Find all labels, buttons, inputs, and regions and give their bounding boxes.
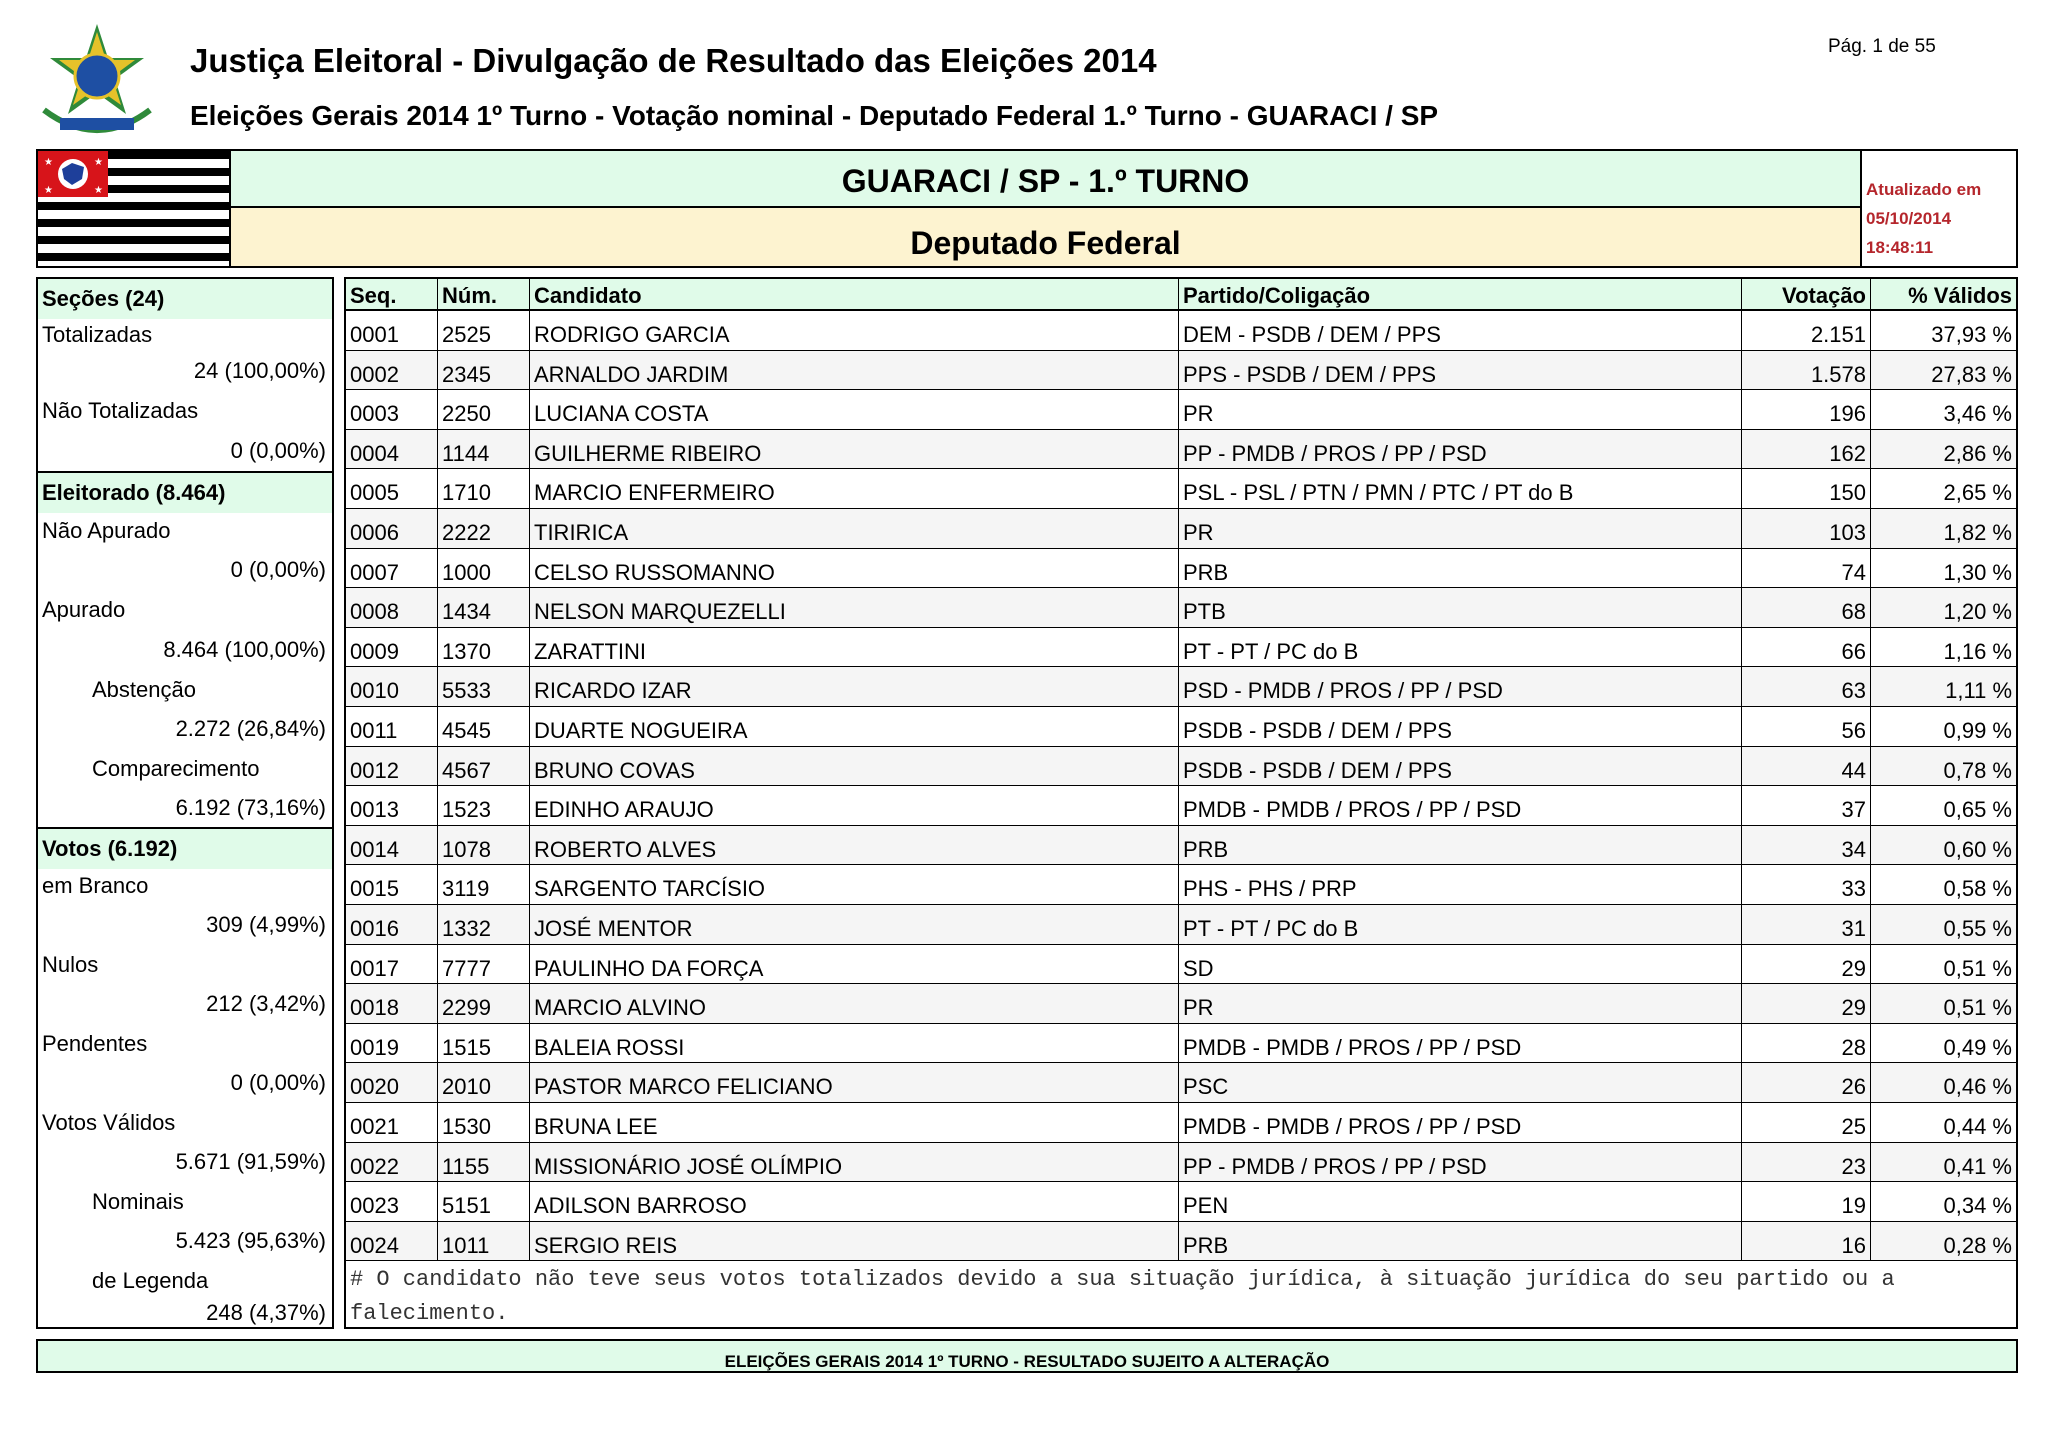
cell-number: 7777 — [437, 945, 529, 984]
cell-party: PSC — [1178, 1063, 1741, 1102]
cell-valid-pct: 0,58 % — [1870, 865, 2016, 904]
cell-valid-pct: 0,51 % — [1870, 945, 2016, 984]
cell-valid-pct: 1,20 % — [1870, 588, 2016, 627]
cell-seq: 0014 — [350, 836, 399, 862]
cell-votes: 150 — [1741, 469, 1870, 508]
cell-valid-pct: 1,82 % — [1870, 509, 2016, 548]
svg-text:★: ★ — [94, 157, 103, 168]
table-row — [346, 984, 2016, 1024]
cell-votes: 29 — [1741, 984, 1870, 1023]
cell-seq: 0017 — [350, 955, 399, 981]
table-row — [346, 1222, 2016, 1262]
cell-party: PRB — [1178, 549, 1741, 588]
branco-label: em Branco — [42, 873, 149, 898]
cell-candidate: LUCIANA COSTA — [529, 390, 1178, 429]
votos-header: Votos (6.192) — [38, 829, 332, 869]
cell-seq: 0020 — [350, 1074, 399, 1100]
cell-number: 5151 — [437, 1182, 529, 1221]
cell-candidate: BRUNO COVAS — [529, 747, 1178, 786]
cell-votes: 56 — [1741, 707, 1870, 746]
cell-seq: 0008 — [350, 599, 399, 625]
cell-seq: 0012 — [350, 757, 399, 783]
cell-candidate: PASTOR MARCO FELICIANO — [529, 1063, 1178, 1102]
table-row — [346, 430, 2016, 470]
cell-votes: 162 — [1741, 430, 1870, 469]
cell-party: PT - PT / PC do B — [1178, 628, 1741, 667]
cell-seq: 0009 — [350, 638, 399, 664]
column-header-party: Partido/Coligação — [1178, 279, 1741, 309]
cell-number: 1523 — [437, 786, 529, 825]
cell-votes: 103 — [1741, 509, 1870, 548]
cell-party: DEM - PSDB / DEM / PPS — [1178, 311, 1741, 350]
cell-candidate: ADILSON BARROSO — [529, 1182, 1178, 1221]
secoes-header: Seções (24) — [38, 279, 332, 319]
table-row — [346, 707, 2016, 747]
cell-candidate: JOSÉ MENTOR — [529, 905, 1178, 944]
cell-valid-pct: 0,28 % — [1870, 1222, 2016, 1261]
validos-label: Votos Válidos — [42, 1110, 176, 1135]
branco-value: 309 (4,99%) — [206, 912, 326, 937]
cell-votes: 68 — [1741, 588, 1870, 627]
cell-candidate: MARCIO ALVINO — [529, 984, 1178, 1023]
cell-seq: 0005 — [350, 480, 399, 506]
table-row — [346, 588, 2016, 628]
cell-valid-pct: 0,44 % — [1870, 1103, 2016, 1142]
eleitorado-header: Eleitorado (8.464) — [38, 473, 332, 513]
cell-candidate: BALEIA ROSSI — [529, 1024, 1178, 1063]
page-title: Justiça Eleitoral - Divulgação de Resultado das Eleições 2014 — [190, 42, 1157, 79]
page-subtitle: Eleições Gerais 2014 1º Turno - Votação nominal - Deputado Federal 1.º Turno - GUARACI / SP — [190, 100, 1439, 131]
cell-seq: 0003 — [350, 401, 399, 427]
cell-valid-pct: 0,49 % — [1870, 1024, 2016, 1063]
cell-seq: 0021 — [350, 1114, 399, 1139]
cell-seq: 0011 — [350, 718, 398, 743]
cell-number: 1515 — [437, 1024, 529, 1063]
svg-text:★: ★ — [44, 157, 53, 168]
cell-number: 1710 — [437, 469, 529, 508]
results-table — [344, 277, 2018, 1329]
footer-disclaimer: ELEIÇÕES GERAIS 2014 1º TURNO - RESULTADO SUJEITO A ALTERAÇÃO — [36, 1339, 2018, 1373]
cell-candidate: MARCIO ENFERMEIRO — [529, 469, 1178, 508]
cell-valid-pct: 0,99 % — [1870, 707, 2016, 746]
cell-number: 1332 — [437, 905, 529, 944]
svg-text:★: ★ — [94, 185, 103, 196]
cell-seq: 0015 — [350, 876, 399, 902]
cell-number: 4567 — [437, 747, 529, 786]
cell-candidate: DUARTE NOGUEIRA — [529, 707, 1178, 746]
cell-valid-pct: 0,65 % — [1870, 786, 2016, 825]
cell-valid-pct: 1,11 % — [1870, 667, 2016, 706]
cell-party: PR — [1178, 390, 1741, 429]
cell-valid-pct: 27,83 % — [1870, 351, 2016, 390]
column-header-seq: Seq. — [350, 283, 397, 308]
cell-valid-pct: 0,34 % — [1870, 1182, 2016, 1221]
comparecimento-value: 6.192 (73,16%) — [175, 795, 326, 820]
cell-candidate: ZARATTINI — [529, 628, 1178, 667]
cell-party: PSDB - PSDB / DEM / PPS — [1178, 707, 1741, 746]
comparecimento-label: Comparecimento — [92, 756, 260, 781]
cell-seq: 0022 — [350, 1153, 399, 1179]
cell-seq: 0013 — [350, 797, 399, 823]
banner-location: GUARACI / SP - 1.º TURNO — [229, 151, 1860, 208]
table-row — [346, 469, 2016, 509]
cell-seq: 0023 — [350, 1193, 399, 1219]
cell-party: SD — [1178, 945, 1741, 984]
nominais-value: 5.423 (95,63%) — [175, 1228, 326, 1253]
cell-valid-pct: 0,41 % — [1870, 1143, 2016, 1182]
cell-votes: 2.151 — [1741, 311, 1870, 350]
table-row — [346, 351, 2016, 391]
cell-candidate: GUILHERME RIBEIRO — [529, 430, 1178, 469]
cell-valid-pct: 0,60 % — [1870, 826, 2016, 865]
cell-votes: 19 — [1741, 1182, 1870, 1221]
totalizadas-label: Totalizadas — [42, 322, 153, 347]
cell-candidate: NELSON MARQUEZELLI — [529, 588, 1178, 627]
cell-votes: 25 — [1741, 1103, 1870, 1142]
updated-info — [1860, 151, 2016, 266]
cell-number: 1078 — [437, 826, 529, 865]
validos-value: 5.671 (91,59%) — [175, 1149, 326, 1174]
table-row — [346, 1063, 2016, 1103]
updated-date: 05/10/2014 — [1866, 209, 1952, 228]
cell-number: 2222 — [437, 509, 529, 548]
column-header-votes: Votação — [1741, 279, 1870, 309]
cell-votes: 16 — [1741, 1222, 1870, 1261]
table-row — [346, 786, 2016, 826]
cell-seq: 0019 — [350, 1034, 399, 1060]
table-row — [346, 549, 2016, 589]
table-row — [346, 1103, 2016, 1143]
cell-number: 2299 — [437, 984, 529, 1023]
pendentes-value: 0 (0,00%) — [230, 1070, 326, 1095]
cell-party: PMDB - PMDB / PROS / PP / PSD — [1178, 1024, 1741, 1063]
table-row — [346, 390, 2016, 430]
table-row — [346, 1024, 2016, 1064]
cell-votes: 196 — [1741, 390, 1870, 429]
cell-party: PTB — [1178, 588, 1741, 627]
cell-votes: 66 — [1741, 628, 1870, 667]
summary-panel — [36, 277, 334, 1329]
cell-votes: 29 — [1741, 945, 1870, 984]
cell-party: PSDB - PSDB / DEM / PPS — [1178, 747, 1741, 786]
cell-number: 1011 — [437, 1222, 529, 1261]
apurado-label: Apurado — [42, 597, 126, 622]
cell-seq: 0006 — [350, 520, 399, 545]
cell-valid-pct: 0,78 % — [1870, 747, 2016, 786]
cell-party: PSD - PMDB / PROS / PP / PSD — [1178, 667, 1741, 706]
nao-apurado-value: 0 (0,00%) — [230, 557, 326, 582]
cell-candidate: PAULINHO DA FORÇA — [529, 945, 1178, 984]
updated-time: 18:48:11 — [1866, 238, 1934, 257]
cell-number: 1370 — [437, 628, 529, 667]
cell-candidate: EDINHO ARAUJO — [529, 786, 1178, 825]
cell-party: PRB — [1178, 826, 1741, 865]
cell-votes: 23 — [1741, 1143, 1870, 1182]
cell-votes: 44 — [1741, 747, 1870, 786]
cell-seq: 0024 — [350, 1232, 399, 1258]
cell-party: PT - PT / PC do B — [1178, 905, 1741, 944]
legenda-label: de Legenda — [92, 1268, 209, 1293]
table-row — [346, 945, 2016, 985]
cell-votes: 28 — [1741, 1024, 1870, 1063]
abstencao-label: Abstenção — [92, 677, 196, 702]
cell-party: PMDB - PMDB / PROS / PP / PSD — [1178, 1103, 1741, 1142]
cell-number: 4545 — [437, 707, 529, 746]
legenda-value: 248 (4,37%) — [206, 1300, 326, 1325]
cell-candidate: CELSO RUSSOMANNO — [529, 549, 1178, 588]
cell-party: PP - PMDB / PROS / PP / PSD — [1178, 430, 1741, 469]
nao-totalizadas-value: 0 (0,00%) — [230, 438, 326, 463]
cell-candidate: RICARDO IZAR — [529, 667, 1178, 706]
cell-candidate: TIRIRICA — [529, 509, 1178, 548]
table-row — [346, 747, 2016, 787]
nao-apurado-label: Não Apurado — [42, 518, 171, 543]
cell-number: 5533 — [437, 667, 529, 706]
table-row — [346, 826, 2016, 866]
cell-votes: 1.578 — [1741, 351, 1870, 390]
cell-votes: 33 — [1741, 865, 1870, 904]
table-row — [346, 509, 2016, 549]
cell-candidate: SARGENTO TARCÍSIO — [529, 865, 1178, 904]
cell-party: PPS - PSDB / DEM / PPS — [1178, 351, 1741, 390]
sao-paulo-flag-icon — [38, 151, 229, 266]
updated-label: Atualizado em — [1866, 180, 1982, 199]
cell-number: 3119 — [437, 865, 529, 904]
cell-party: PR — [1178, 984, 1741, 1023]
cell-votes: 37 — [1741, 786, 1870, 825]
cell-seq: 0010 — [350, 678, 399, 704]
cell-valid-pct: 0,55 % — [1870, 905, 2016, 944]
cell-votes: 26 — [1741, 1063, 1870, 1102]
table-row — [346, 667, 2016, 707]
coat-of-arms-icon — [34, 20, 160, 142]
cell-seq: 0001 — [350, 322, 399, 347]
cell-number: 1000 — [437, 549, 529, 588]
cell-candidate: ARNALDO JARDIM — [529, 351, 1178, 390]
cell-candidate: MISSIONÁRIO JOSÉ OLÍMPIO — [529, 1143, 1178, 1182]
cell-number: 2525 — [437, 311, 529, 350]
cell-candidate: BRUNA LEE — [529, 1103, 1178, 1142]
nulos-value: 212 (3,42%) — [206, 991, 326, 1016]
cell-seq: 0018 — [350, 995, 399, 1021]
banner-office: Deputado Federal — [229, 208, 1860, 266]
cell-number: 1530 — [437, 1103, 529, 1142]
cell-seq: 0004 — [350, 440, 399, 466]
cell-party: PR — [1178, 509, 1741, 548]
pendentes-label: Pendentes — [42, 1031, 148, 1056]
page-number: Pág. 1 de 55 — [1828, 36, 1936, 57]
cell-candidate: SERGIO REIS — [529, 1222, 1178, 1261]
table-row — [346, 865, 2016, 905]
nao-totalizadas-label: Não Totalizadas — [42, 398, 199, 423]
cell-valid-pct: 37,93 % — [1870, 311, 2016, 350]
column-header-valid-pct: % Válidos — [1870, 279, 2016, 309]
cell-votes: 63 — [1741, 667, 1870, 706]
table-row — [346, 1182, 2016, 1222]
cell-valid-pct: 0,51 % — [1870, 984, 2016, 1023]
apurado-value: 8.464 (100,00%) — [163, 637, 326, 662]
cell-party: PHS - PHS / PRP — [1178, 865, 1741, 904]
cell-candidate: RODRIGO GARCIA — [529, 311, 1178, 350]
table-row — [346, 1143, 2016, 1183]
cell-number: 2010 — [437, 1063, 529, 1102]
table-row — [346, 628, 2016, 668]
cell-number: 2345 — [437, 351, 529, 390]
cell-seq: 0007 — [350, 559, 399, 585]
table-header — [346, 279, 2016, 311]
cell-party: PEN — [1178, 1182, 1741, 1221]
table-row — [346, 311, 2016, 351]
table-footnote: # O candidato não teve seus votos totalizados devido a sua situação jurídica, à situação jurídica do seu partido ou a falecimento. — [350, 1267, 1895, 1326]
cell-party: PMDB - PMDB / PROS / PP / PSD — [1178, 786, 1741, 825]
cell-number: 2250 — [437, 390, 529, 429]
cell-number: 1434 — [437, 588, 529, 627]
cell-party: PSL - PSL / PTN / PMN / PTC / PT do B — [1178, 469, 1741, 508]
cell-valid-pct: 3,46 % — [1870, 390, 2016, 429]
nulos-label: Nulos — [42, 952, 99, 977]
cell-valid-pct: 1,30 % — [1870, 549, 2016, 588]
svg-text:★: ★ — [44, 185, 53, 196]
cell-number: 1144 — [437, 430, 529, 469]
cell-votes: 74 — [1741, 549, 1870, 588]
totalizadas-value: 24 (100,00%) — [193, 358, 326, 383]
column-header-num: Núm. — [437, 279, 529, 309]
nominais-label: Nominais — [92, 1189, 184, 1214]
cell-valid-pct: 1,16 % — [1870, 628, 2016, 667]
cell-seq: 0002 — [350, 361, 399, 387]
cell-candidate: ROBERTO ALVES — [529, 826, 1178, 865]
cell-seq: 0016 — [350, 916, 399, 941]
cell-valid-pct: 2,86 % — [1870, 430, 2016, 469]
column-header-candidate: Candidato — [529, 279, 1178, 309]
cell-valid-pct: 0,46 % — [1870, 1063, 2016, 1102]
cell-party: PP - PMDB / PROS / PP / PSD — [1178, 1143, 1741, 1182]
cell-number: 1155 — [437, 1143, 529, 1182]
cell-votes: 31 — [1741, 905, 1870, 944]
cell-valid-pct: 2,65 % — [1870, 469, 2016, 508]
cell-party: PRB — [1178, 1222, 1741, 1261]
abstencao-value: 2.272 (26,84%) — [175, 716, 326, 741]
cell-votes: 34 — [1741, 826, 1870, 865]
table-row — [346, 905, 2016, 945]
result-banner — [36, 149, 2018, 268]
